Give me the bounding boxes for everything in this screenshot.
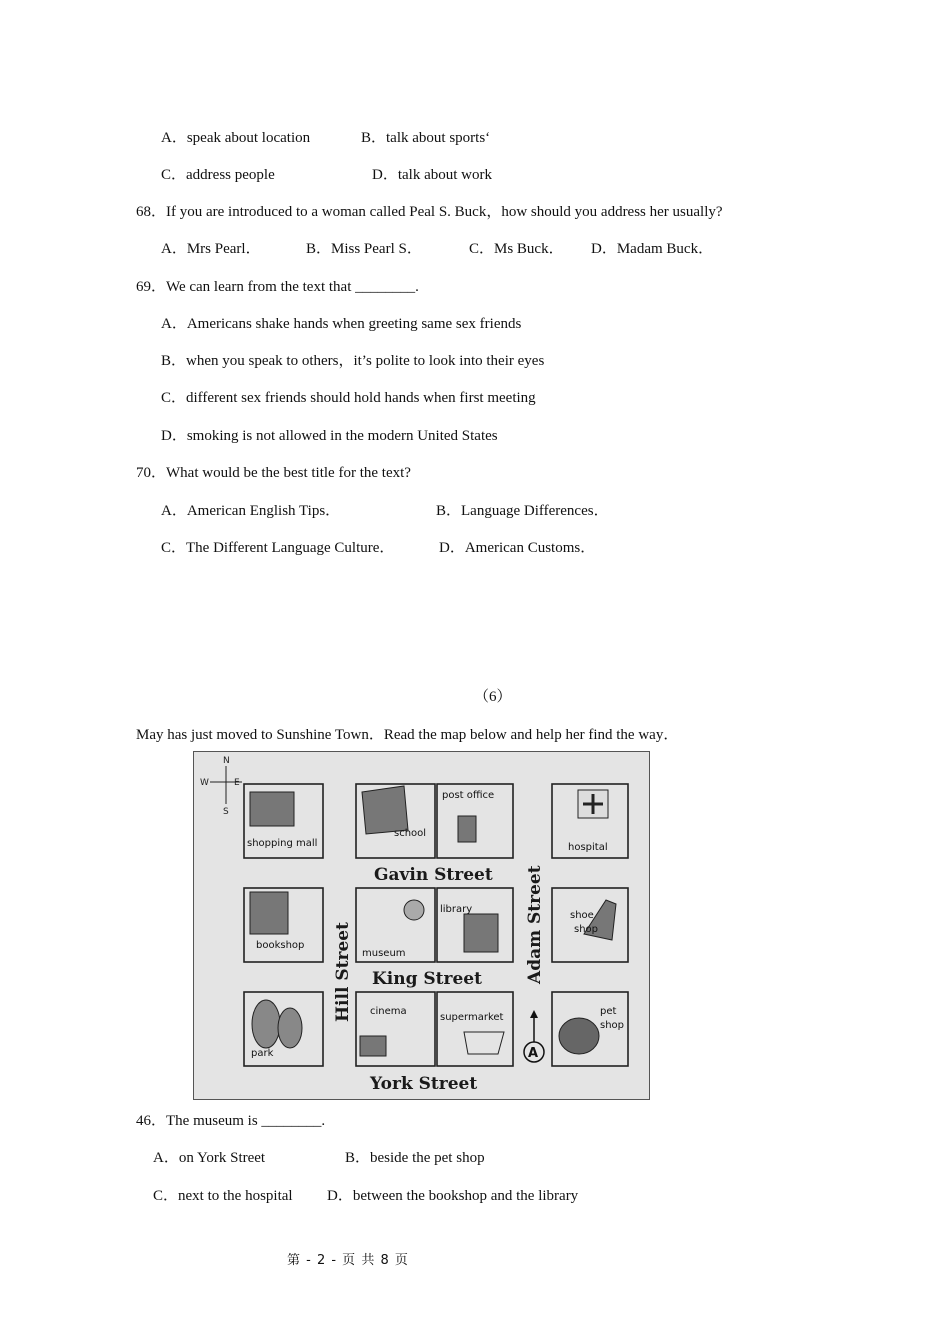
museum-bust-icon [404,900,424,920]
compass-icon [200,756,242,817]
section-intro: May has just moved to Sunshine Town．Read the map below and help her find the way． [136,727,679,743]
q46-option-c: C．next to the hospital [153,1188,293,1204]
q68-option-b: B．Miss Pearl S． [306,241,422,257]
cat-icon [559,1018,599,1054]
q46-option-d: D．between the bookshop and the library [327,1188,579,1204]
q46-option-a: A．on York Street [153,1150,266,1166]
q69-option-b: B．when you speak to others，it’s polite to look into their eyes [161,353,545,369]
tree-icon [252,1000,280,1048]
block-supermarket [437,992,513,1066]
point-a-label: A [528,1046,539,1061]
point-a-marker [524,1010,544,1062]
q69-option-a: A．Americans shake hands when greeting same sex friends [161,316,522,332]
film-camera-icon [360,1036,386,1056]
label-hospital: hospital [568,842,608,853]
book-icon [250,892,288,934]
label-school: school [394,828,427,839]
q70-option-a: A．American English Tips． [161,503,341,519]
q70-option-c: C．The Different Language Culture． [161,540,395,556]
town-map [193,751,650,1100]
q67-option-c: C．address people [161,167,275,183]
shopping-cart-icon [464,1032,504,1054]
street-hill: Hill Street [333,922,353,1022]
street-york: York Street [370,1074,478,1094]
q70-stem: 70．What would be the best title for the text? [136,465,411,481]
street-king: King Street [372,969,482,989]
q67-option-d: D．talk about work [372,167,492,183]
compass-w: W [200,778,209,788]
q46-option-b: B．beside the pet shop [345,1150,485,1166]
label-supermarket: supermarket [440,1012,504,1023]
school-books-icon [362,786,408,834]
label-cinema: cinema [370,1006,407,1017]
map-pictograms [250,786,616,1056]
label-shopping-mall: shopping mall [247,838,318,849]
q46-stem: 46．The museum is ________. [136,1113,326,1129]
q68-stem: 68．If you are introduced to a woman called Peal S. Buck，how should you address her usually? [136,204,723,220]
label-library: library [440,904,473,915]
mailbox-icon [458,816,476,842]
q68-option-a: A．Mrs Pearl． [161,241,261,257]
label-museum: museum [362,948,406,959]
label-pet-shop-line2: shop [600,1020,625,1031]
label-bookshop: bookshop [256,940,305,951]
shopping-bags-icon [250,792,294,826]
q69-option-d: D．smoking is not allowed in the modern United States [161,428,498,444]
q68-option-c: C．Ms Buck． [469,241,564,257]
compass-s: S [223,807,229,817]
label-pet-shop-line1: pet [600,1006,617,1017]
q69-stem: 69．We can learn from the text that ________. [136,279,419,295]
label-shoe-shop-line1: shoe [570,910,594,921]
street-gavin: Gavin Street [374,865,493,885]
street-adam: Adam Street [525,865,545,984]
q70-option-d: D．American Customs． [439,540,596,556]
q67-option-a: A．speak about location [161,130,311,146]
section-number: （6） [474,689,512,705]
q67-option-b: B．talk about sports‘ [361,130,491,146]
q69-option-c: C．different sex friends should hold hands when first meeting [161,390,536,406]
tree-icon-2 [278,1008,302,1048]
label-post-office: post office [442,790,495,801]
q68-option-d: D．Madam Buck． [591,241,714,257]
q70-option-b: B．Language Differences． [436,503,609,519]
label-park: park [251,1048,274,1059]
compass-e: E [234,778,240,788]
page-footer: 第 - 2 - 页 共 8 页 [287,1253,409,1268]
town-map-svg [194,752,649,1099]
compass-n: N [223,756,230,766]
label-shoe-shop-line2: shop [574,924,599,935]
library-shelves-icon [464,914,498,952]
